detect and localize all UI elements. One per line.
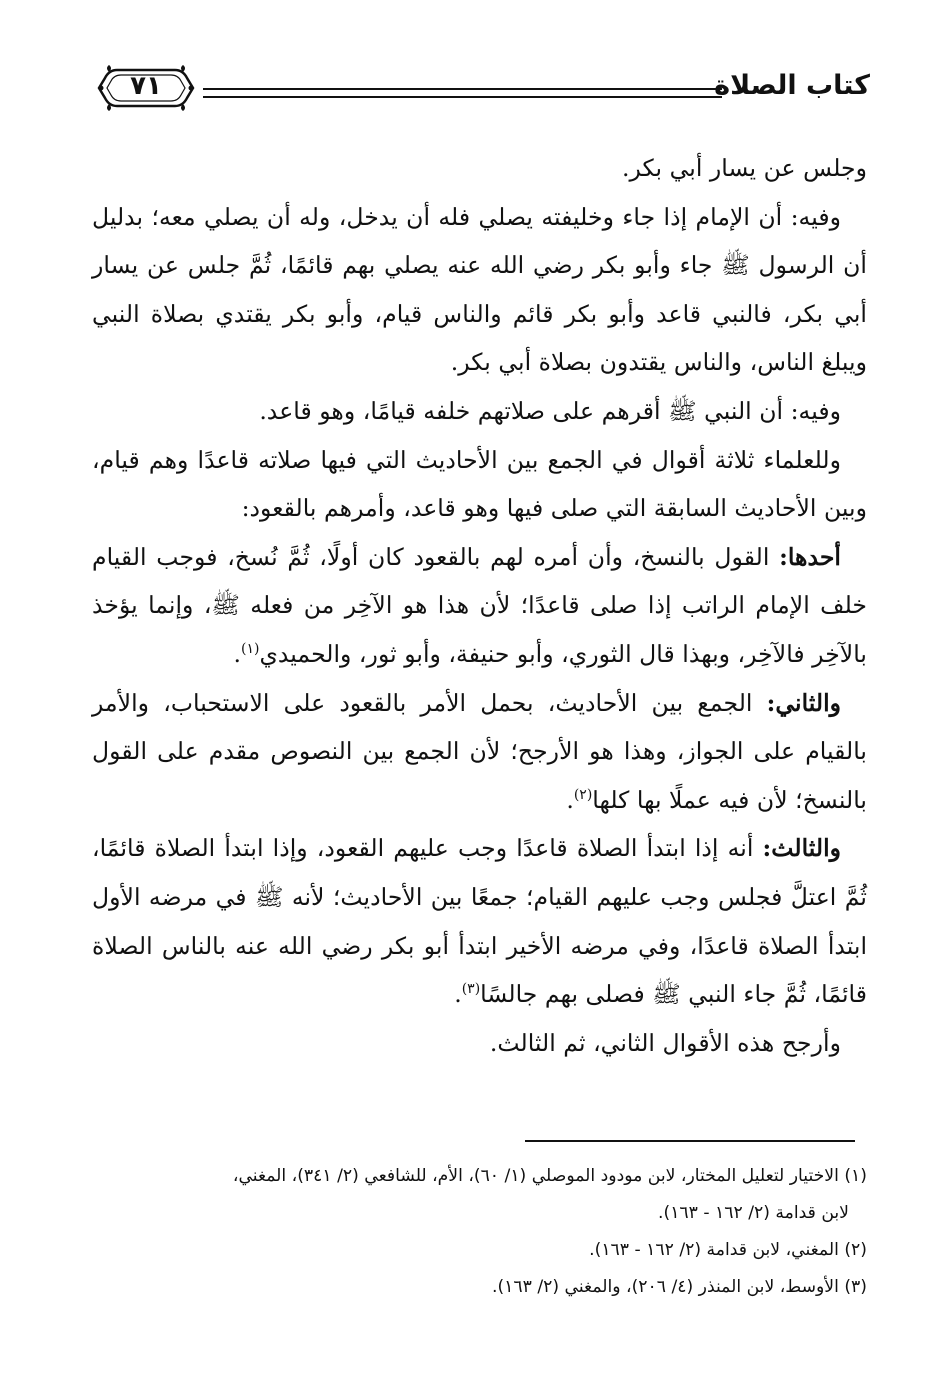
paragraph <box>92 824 867 1018</box>
paragraph: وفيه: أن النبي ﷺ أقرهم على صلاتهم خلفه قيامًا، وهو قاعد. <box>259 396 841 425</box>
footnote-1: (١) الاختيار لتعليل المختار، لابن مودود الموصلي (١/ ٦٠)، الأم، للشافعي (٢/ ٣٤١)، المغني، <box>232 1166 867 1186</box>
paragraph-text: القول بالنسخ، وأن أمره لهم بالقعود كان أولًا، ثُمَّ نُسخ، فوجب القيام خلف الإمام الراتب إذا صلى قاعدًا؛ لأن هذا هو الآخِر من فعله ﷺ، وإنما يؤخذ بالآخِر فالآخِر، وبهذا قال الثوري، وأبو حنيفة، وأبو ثور، والحميدي <box>92 542 867 668</box>
paragraph-text: الجمع بين الأحاديث، بحمل الأمر بالقعود على الاستحباب، والأمر بالقيام على الجواز، وهذا هو الأرجح؛ لأن الجمع بين النصوص مقدم على القول بالنسخ؛ لأن فيه عملًا بها كلها <box>92 688 867 814</box>
footnotes <box>100 1158 867 1306</box>
paragraph-end: . <box>233 639 241 668</box>
paragraph <box>92 533 867 679</box>
paragraph-lead: والثالث: <box>762 834 842 863</box>
footnote-separator <box>525 1140 855 1142</box>
paragraph-lead: والثاني: <box>766 688 842 717</box>
paragraph-lead: أحدها: <box>779 542 841 571</box>
paragraph <box>92 679 867 825</box>
footnote-3: (٣) الأوسط، لابن المنذر (٤/ ٢٠٦)، والمغني (٢/ ١٦٣). <box>491 1277 867 1297</box>
page-number-ornament <box>95 62 197 114</box>
page-title: كتاب الصلاة <box>714 70 870 101</box>
footnote-ref[interactable]: (٢) <box>573 786 593 803</box>
paragraph: وأرجح هذه الأقوال الثاني، ثم الثالث. <box>489 1028 841 1057</box>
paragraph: وجلس عن يسار أبي بكر. <box>621 154 867 182</box>
footnote-ref[interactable]: (٣) <box>461 981 481 998</box>
paragraph-text: أنه إذا ابتدأ الصلاة قاعدًا وجب عليهم القعود، وإذا ابتدأ الصلاة قائمًا، ثُمَّ اعتلَّ فجلس وجب عليهم القيام؛ جمعًا بين الأحاديث؛ لأنه ﷺ في مرضه الأول ابتدأ الصلاة قاعدًا، وفي مرضه الأخير ابتدأ أبو بكر رضي الله عنه بالناس الصلاة قائمًا، ثُمَّ جاء النبي ﷺ فصلى بهم جالسًا <box>92 834 867 1009</box>
paragraph: وللعلماء ثلاثة أقوال في الجمع بين الأحاديث التي فيها صلاته قاعدًا وهم قيام، وبين الأحاديث السابقة التي صلى فيها وهو قاعد، وأمرهم بالقعود: <box>92 445 867 523</box>
paragraph: وفيه: أن الإمام إذا جاء وخليفته يصلي فله أن يدخل، وله أن يصلي معه؛ بدليل أن الرسول ﷺ جاء وأبو بكر رضي الله عنه يصلي بهم قائمًا، ثُمَّ جلس عن يسار أبي بكر، فالنبي قاعد وأبو بكر قائم والناس قيام، وأبو بكر يقتدي بصلاة النبي ويبلغ الناس، والناس يقتدون بصلاة أبي بكر. <box>92 202 867 377</box>
page-number: ٧١ <box>130 71 162 101</box>
page-header <box>95 62 870 118</box>
footnote-1-continuation: لابن قدامة (٢/ ١٦٢ - ١٦٣). <box>658 1203 849 1223</box>
paragraph-end: . <box>454 980 462 1009</box>
header-double-rule <box>203 88 722 98</box>
main-text <box>92 144 867 1067</box>
paragraph-end: . <box>566 785 574 814</box>
footnote-2: (٢) المغني، لابن قدامة (٢/ ١٦٢ - ١٦٣). <box>589 1240 867 1260</box>
footnote-ref[interactable]: (١) <box>240 640 260 657</box>
